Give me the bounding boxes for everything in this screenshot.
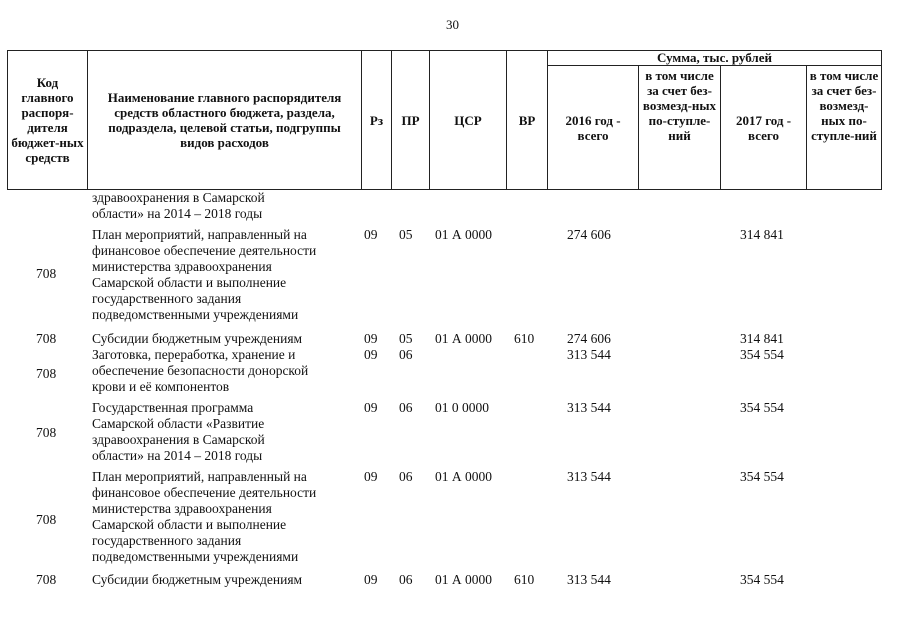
row-1-name: План мероприятий, направленный на финансовое обеспечение деятельности министерства здравоохранения Самарской области и выполнение государственного задания подведомственными учреждениями <box>92 227 317 322</box>
row-4-code: 708 <box>36 425 57 440</box>
row-4-csr: 01 0 0000 <box>435 400 489 415</box>
header-rz: Рз <box>362 51 392 190</box>
row-2-2017: 314 841 <box>740 331 784 346</box>
row-3-2017: 354 554 <box>740 347 784 362</box>
row-3-pr: 06 <box>399 347 413 362</box>
header-csr: ЦСР <box>430 51 507 190</box>
row-4-2016: 313 544 <box>567 400 611 415</box>
header-name: Наименование главного распорядителя средств областного бюджета, раздела, подраздела, целевой статьи, подгруппы видов расходов <box>88 51 362 190</box>
row-2-code: 708 <box>36 331 57 346</box>
header-sum: Сумма, тыс. рублей <box>548 51 882 66</box>
row-2-csr: 01 А 0000 <box>435 331 492 346</box>
row-5-code: 708 <box>36 512 57 527</box>
header-code: Код главного распоря-дителя бюджет-ных средств <box>8 51 88 190</box>
row-3-2016: 313 544 <box>567 347 611 362</box>
row-6-rz: 09 <box>364 572 378 587</box>
row-3-name: Заготовка, переработка, хранение и обеспечение безопасности донорской крови и её компонентов <box>92 347 309 394</box>
row-5-rz: 09 <box>364 469 378 484</box>
row-3-code: 708 <box>36 366 57 381</box>
row-6-pr: 06 <box>399 572 413 587</box>
row-0-name: здравоохранения в Самарской области» на 2014 – 2018 годы <box>92 190 265 221</box>
page-number: 30 <box>446 17 459 32</box>
header-vr: ВР <box>507 51 548 190</box>
row-3-rz: 09 <box>364 347 378 362</box>
row-2-vr: 610 <box>514 331 535 346</box>
row-1-code: 708 <box>36 266 57 281</box>
row-2-name: Субсидии бюджетным учреждениям <box>92 331 303 346</box>
row-2-rz: 09 <box>364 331 378 346</box>
row-1-rz: 09 <box>364 227 378 242</box>
header-2016-gratis: в том числе за счет без-возмезд-ных по-ступле-ний <box>639 66 721 190</box>
row-5-csr: 01 А 0000 <box>435 469 492 484</box>
row-4-pr: 06 <box>399 400 413 415</box>
row-6-name: Субсидии бюджетным учреждениям <box>92 572 303 587</box>
row-4-name: Государственная программа Самарской области «Развитие здравоохранения в Самарской области» на 2014 – 2018 годы <box>92 400 265 463</box>
row-6-vr: 610 <box>514 572 535 587</box>
row-2-pr: 05 <box>399 331 413 346</box>
row-2-2016: 274 606 <box>567 331 611 346</box>
row-1-csr: 01 А 0000 <box>435 227 492 242</box>
row-6-2016: 313 544 <box>567 572 611 587</box>
header-2016-total: 2016 год - всего <box>548 66 639 190</box>
row-5-2016: 313 544 <box>567 469 611 484</box>
header-2017-total: 2017 год - всего <box>721 66 807 190</box>
row-1-2017: 314 841 <box>740 227 784 242</box>
row-5-name: План мероприятий, направленный на финансовое обеспечение деятельности министерства здравоохранения Самарской области и выполнение государственного задания подведомственными учреждениями <box>92 469 317 564</box>
row-6-code: 708 <box>36 572 57 587</box>
row-1-2016: 274 606 <box>567 227 611 242</box>
row-4-2017: 354 554 <box>740 400 784 415</box>
row-4-rz: 09 <box>364 400 378 415</box>
header-pr: ПР <box>392 51 430 190</box>
row-5-pr: 06 <box>399 469 413 484</box>
row-5-2017: 354 554 <box>740 469 784 484</box>
row-1-pr: 05 <box>399 227 413 242</box>
row-6-csr: 01 А 0000 <box>435 572 492 587</box>
header-2017-gratis: в том числе за счет без-возмезд-ных по-ступле-ний <box>807 66 882 190</box>
row-6-2017: 354 554 <box>740 572 784 587</box>
